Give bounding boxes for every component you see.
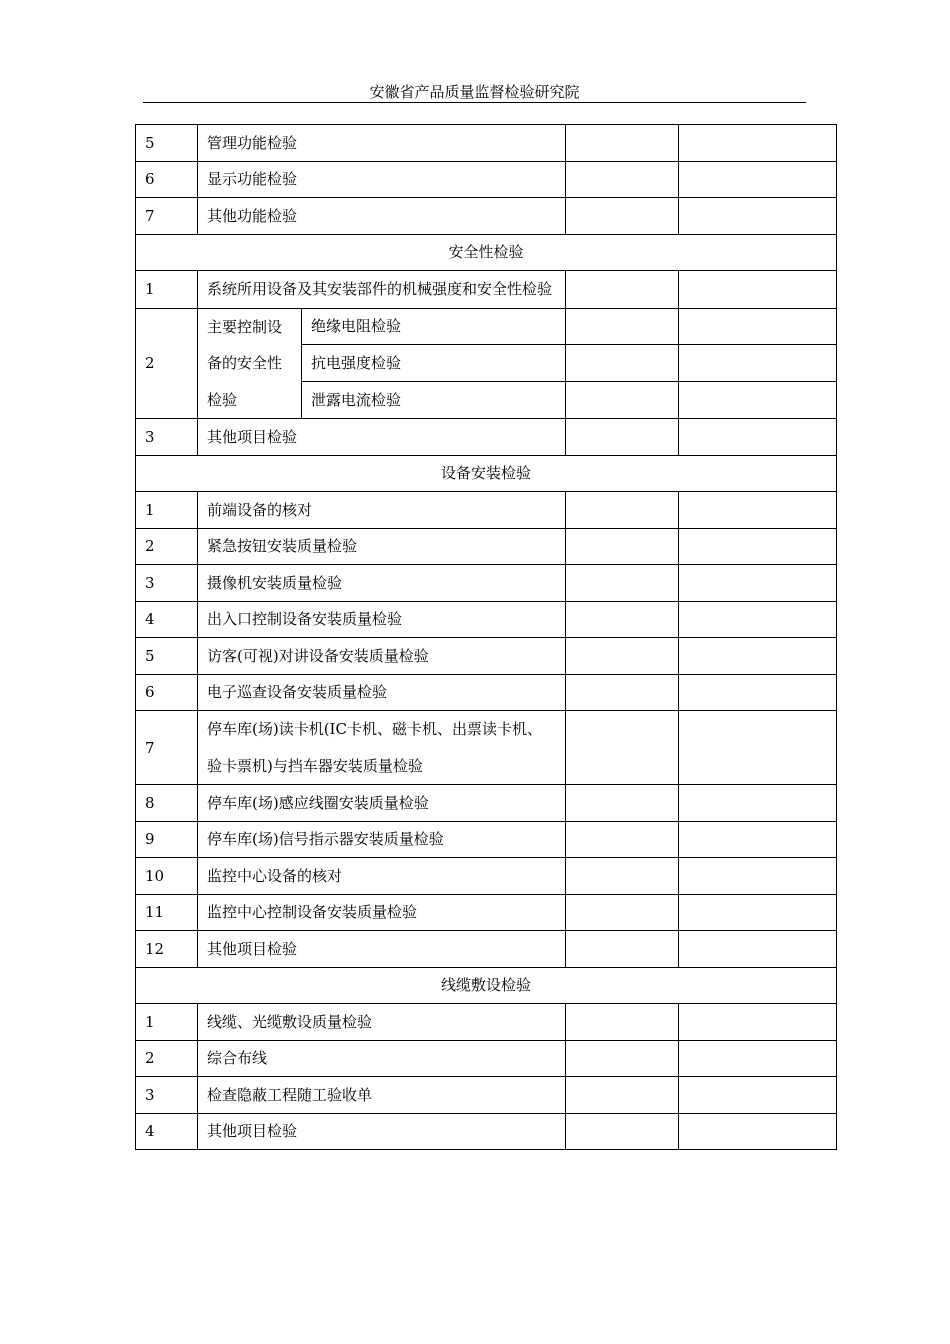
result-cell [566, 1040, 679, 1077]
remark-cell [679, 161, 837, 198]
table-row [136, 1077, 837, 1114]
result-cell [566, 271, 679, 309]
row-number: 7 [136, 711, 198, 785]
table-row [136, 638, 837, 675]
item-name: 停车库(场)信号指示器安装质量检验 [198, 821, 566, 858]
result-cell [566, 1077, 679, 1114]
sub-item-name: 绝缘电阻检验 [302, 308, 566, 345]
row-number: 1 [136, 271, 198, 309]
table-row [136, 1004, 837, 1041]
remark-cell [679, 382, 837, 419]
remark-cell [679, 1113, 837, 1150]
table-row [136, 419, 837, 456]
remark-cell [679, 674, 837, 711]
result-cell [566, 528, 679, 565]
item-name: 访客(可视)对讲设备安装质量检验 [198, 638, 566, 675]
row-number: 8 [136, 785, 198, 822]
item-name: 管理功能检验 [198, 125, 566, 162]
result-cell [566, 198, 679, 235]
item-name: 综合布线 [198, 1040, 566, 1077]
sub-item-name: 抗电强度检验 [302, 345, 566, 382]
result-cell [566, 492, 679, 529]
section-header-row [136, 234, 837, 271]
row-number: 11 [136, 894, 198, 931]
row-number: 9 [136, 821, 198, 858]
table-row [136, 785, 837, 822]
item-name: 紧急按钮安装质量检验 [198, 528, 566, 565]
table-row [136, 858, 837, 895]
table-row [136, 271, 837, 309]
item-name: 摄像机安装质量检验 [198, 565, 566, 602]
result-cell [566, 1113, 679, 1150]
item-name: 检查隐蔽工程随工验收单 [198, 1077, 566, 1114]
remark-cell [679, 308, 837, 345]
row-number: 1 [136, 1004, 198, 1041]
table-row [136, 601, 837, 638]
item-name: 其他功能检验 [198, 198, 566, 235]
section-title-install: 设备安装检验 [136, 455, 837, 492]
table-row [136, 565, 837, 602]
result-cell [566, 345, 679, 382]
table-row [136, 931, 837, 968]
remark-cell [679, 125, 837, 162]
item-name: 停车库(场)读卡机(IC卡机、磁卡机、出票读卡机、验卡票机)与挡车器安装质量检验 [198, 711, 566, 785]
item-name: 其他项目检验 [198, 1113, 566, 1150]
row-number: 2 [136, 528, 198, 565]
row-number: 5 [136, 638, 198, 675]
table-row [136, 1113, 837, 1150]
section-header-row [136, 967, 837, 1004]
sub-item-name: 泄露电流检验 [302, 382, 566, 419]
item-name: 监控中心设备的核对 [198, 858, 566, 895]
table-row [136, 125, 837, 162]
table-row [136, 674, 837, 711]
table-row [136, 528, 837, 565]
remark-cell [679, 711, 837, 785]
table-row [136, 894, 837, 931]
row-number: 2 [136, 308, 198, 419]
remark-cell [679, 345, 837, 382]
page-header-title: 安徽省产品质量监督检验研究院 [369, 83, 580, 101]
item-name: 显示功能检验 [198, 161, 566, 198]
table-row [136, 711, 837, 785]
result-cell [566, 674, 679, 711]
row-number: 6 [136, 674, 198, 711]
result-cell [566, 894, 679, 931]
result-cell [566, 565, 679, 602]
inspection-table [135, 124, 837, 1150]
row-number: 3 [136, 419, 198, 456]
section-title-cable: 线缆敷设检验 [136, 967, 837, 1004]
item-group-name: 主要控制设备的安全性检验 [198, 308, 302, 419]
remark-cell [679, 565, 837, 602]
remark-cell [679, 419, 837, 456]
remark-cell [679, 858, 837, 895]
row-number: 3 [136, 565, 198, 602]
result-cell [566, 638, 679, 675]
remark-cell [679, 785, 837, 822]
header-rule [143, 102, 806, 103]
result-cell [566, 1004, 679, 1041]
item-name: 系统所用设备及其安装部件的机械强度和安全性检验 [198, 271, 566, 309]
remark-cell [679, 1040, 837, 1077]
result-cell [566, 161, 679, 198]
item-name: 其他项目检验 [198, 931, 566, 968]
row-number: 12 [136, 931, 198, 968]
remark-cell [679, 492, 837, 529]
remark-cell [679, 198, 837, 235]
result-cell [566, 785, 679, 822]
result-cell [566, 308, 679, 345]
remark-cell [679, 1077, 837, 1114]
result-cell [566, 931, 679, 968]
row-number: 5 [136, 125, 198, 162]
remark-cell [679, 638, 837, 675]
item-name: 出入口控制设备安装质量检验 [198, 601, 566, 638]
table-row [136, 198, 837, 235]
result-cell [566, 858, 679, 895]
remark-cell [679, 271, 837, 309]
result-cell [566, 419, 679, 456]
item-name: 停车库(场)感应线圈安装质量检验 [198, 785, 566, 822]
section-header-row [136, 455, 837, 492]
table-row [136, 308, 837, 345]
remark-cell [679, 821, 837, 858]
remark-cell [679, 1004, 837, 1041]
remark-cell [679, 601, 837, 638]
row-number: 3 [136, 1077, 198, 1114]
row-number: 10 [136, 858, 198, 895]
row-number: 6 [136, 161, 198, 198]
table-row [136, 492, 837, 529]
table-row [136, 161, 837, 198]
item-name: 其他项目检验 [198, 419, 566, 456]
result-cell [566, 382, 679, 419]
item-name: 线缆、光缆敷设质量检验 [198, 1004, 566, 1041]
result-cell [566, 125, 679, 162]
remark-cell [679, 894, 837, 931]
row-number: 2 [136, 1040, 198, 1077]
item-name: 监控中心控制设备安装质量检验 [198, 894, 566, 931]
row-number: 4 [136, 601, 198, 638]
row-number: 7 [136, 198, 198, 235]
item-name: 前端设备的核对 [198, 492, 566, 529]
table-row [136, 821, 837, 858]
result-cell [566, 711, 679, 785]
item-name: 电子巡查设备安装质量检验 [198, 674, 566, 711]
result-cell [566, 601, 679, 638]
remark-cell [679, 528, 837, 565]
row-number: 4 [136, 1113, 198, 1150]
row-number: 1 [136, 492, 198, 529]
remark-cell [679, 931, 837, 968]
result-cell [566, 821, 679, 858]
table-row [136, 1040, 837, 1077]
section-title-safety: 安全性检验 [136, 234, 837, 271]
